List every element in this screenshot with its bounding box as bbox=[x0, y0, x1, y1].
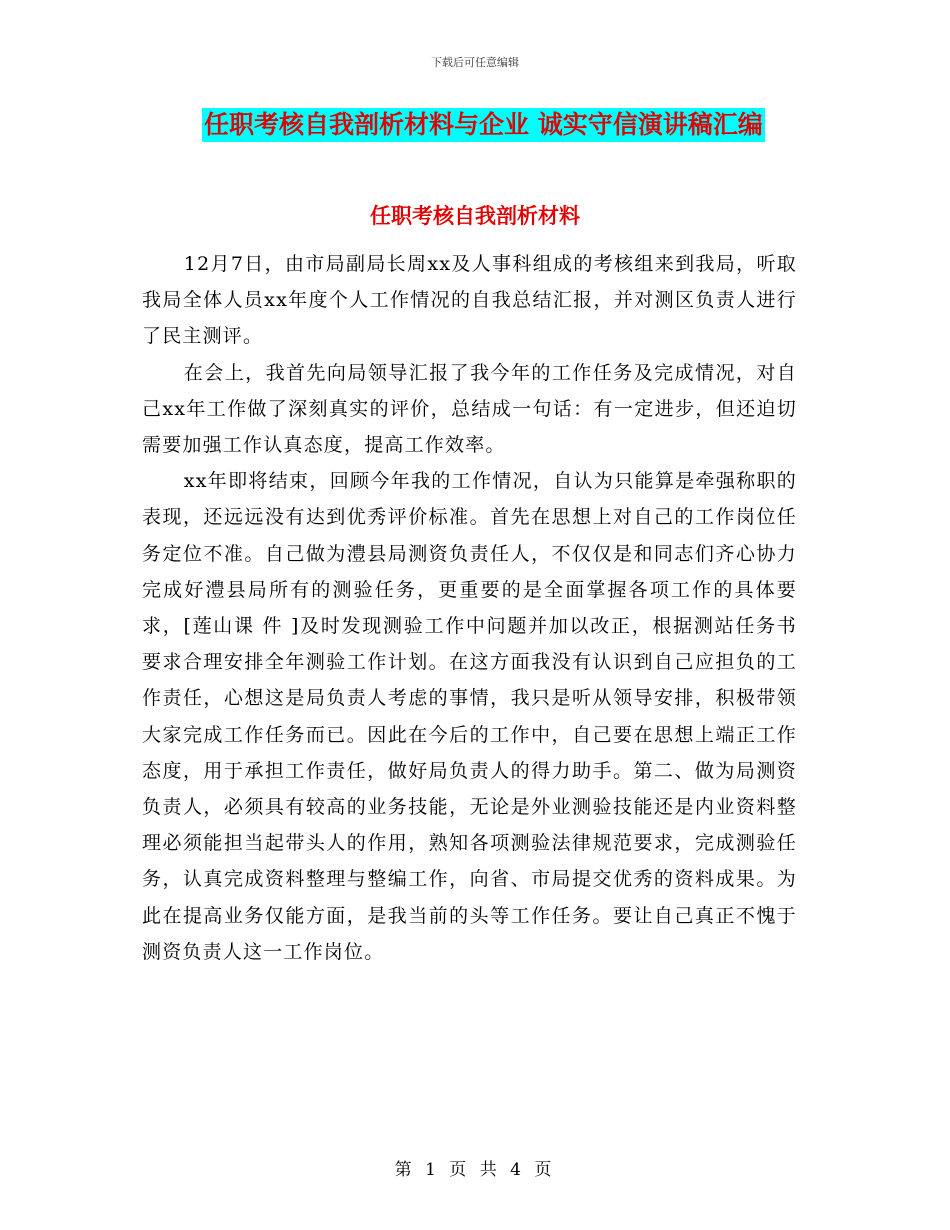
paragraph-1: 12月7日，由市局副局长周xx及人事科组成的考核组来到我局，听取我局全体人员xx年度个人工作情况的自我总结汇报，并对测区负责人进行了民主测评。 bbox=[142, 253, 797, 348]
section-title: 任职考核自我剖析材料 bbox=[370, 204, 580, 228]
paragraph-2: 在会上，我首先向局领导汇报了我今年的工作任务及完成情况，对自己xx年工作做了深刻真实的评价，总结成一句话：有一定进步，但还迫切需要加强工作认真态度，提高工作效率。 bbox=[142, 361, 797, 457]
main-title: 任职考核自我剖析材料与企业 诚实守信演讲稿汇编 bbox=[202, 108, 765, 142]
body-text bbox=[142, 246, 797, 970]
page-header-note: 下载后可任意编辑 bbox=[431, 56, 519, 69]
paragraph-3: xx年即将结束，回顾今年我的工作情况，自认为只能算是牵强称职的表现，还远远没有达到优秀评价标准。首先在思想上对自己的工作岗位任务定位不准。自己做为澧县局测资负责任人，不仅仅是和同志们齐心协力完成好澧县局所有的测验任务，更重要的是全面掌握各项工作的具体要求，[莲山课 件 ]及时发现测验工作中问题并加以改正，根据测站任务书要求合理安排全年测验工作计划。在这方面我没有认识到自己应担负的工作责任，心想这是局负责人考虑的事情，我只是听从领导安排，积极带领大家完成工作任务而已。因此在今后的工作中，自己要在思想上端正工作态度，用于承担工作责任，做好局负责人的得力助手。第二、做为局测资负责人，必须具有较高的业务技能，无论是外业测验技能还是内业资料整理必须能担当起带头人的作用，熟知各项测验法律规范要求，完成测验任务，认真完成资料整理与整编工作，向省、市局提交优秀的资料成果。为此在提高业务仅能方面，是我当前的头等工作任务。要让自己真正不愧于测资负责人这一工作岗位。 bbox=[142, 470, 797, 963]
page-number-footer: 第 1 页 共 4 页 bbox=[394, 1160, 556, 1180]
main-title-container bbox=[202, 108, 802, 142]
